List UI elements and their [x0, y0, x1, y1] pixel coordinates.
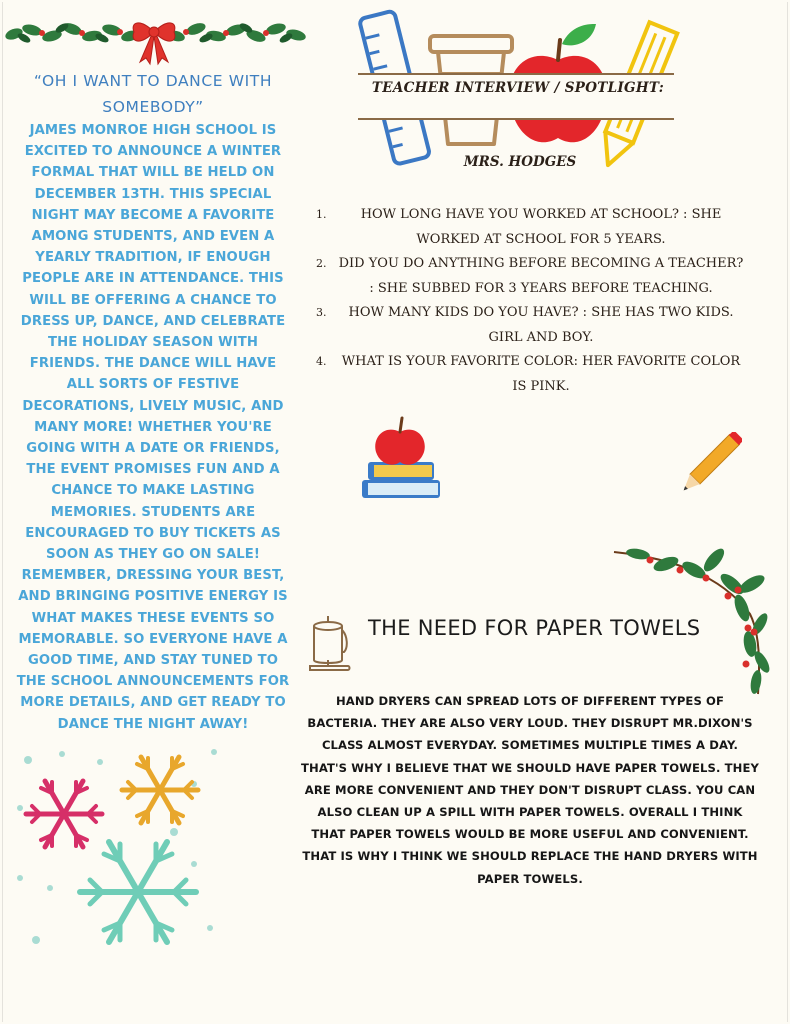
dance-article [14, 68, 292, 735]
interview-list [316, 203, 744, 399]
pencil-icon [672, 432, 742, 502]
item-number: 1. [316, 208, 327, 221]
item-number: 3. [316, 306, 327, 319]
item-text: WHAT IS YOUR FAVORITE COLOR: HER FAVORITE COLOR IS PINK. [341, 354, 741, 394]
interview-item [316, 301, 744, 350]
apple-on-books-icon [358, 414, 444, 504]
item-number: 2. [316, 257, 327, 270]
item-number: 4. [316, 355, 327, 368]
teacher-name: MRS. HODGES [463, 154, 577, 170]
item-text: DID YOU DO ANYTHING BEFORE BECOMING A TEACHER? : SHE SUBBED FOR 3 YEARS BEFORE TEACHING. [338, 256, 744, 296]
item-text: HOW MANY KIDS DO YOU HAVE? : SHE HAS TWO KIDS. GIRL AND BOY. [348, 305, 734, 345]
dance-article-title: “OH I WANT TO DANCE WITH SOMEBODY” [33, 72, 273, 116]
interview-item [316, 252, 744, 301]
item-text: HOW LONG HAVE YOU WORKED AT SCHOOL? : SHE WORKED AT SCHOOL FOR 5 YEARS. [360, 207, 722, 247]
interview-item [316, 350, 744, 399]
paper-towels-body: HAND DRYERS CAN SPREAD LOTS OF DIFFERENT TYPES OF BACTERIA. THEY ARE ALSO VERY LOUD. THEY DISRUPT MR.DIXON'S CLASS ALMOST EVERYDAY. SOMETIMES MULTIPLE TIMES A DAY. THAT'S WHY I BELIEVE THAT WE SHOULD HAVE PAPER TOWELS. THEY ARE MORE CONVENIENT AND THEY DON'T DISRUPT CLASS. YOU CAN ALSO CLEAN UP A SPILL WITH PAPER TOWELS. OVERALL I THINK THAT PAPER TOWELS WOULD BE MORE USEFUL AND CONVENIENT. THAT IS WHY I THINK WE SHOULD REPLACE THE HAND DRYERS WITH PAPER TOWELS. [301, 694, 759, 886]
holly-garland-bow-icon [4, 10, 310, 66]
dance-article-body: JAMES MONROE HIGH SCHOOL IS EXCITED TO ANNOUNCE A WINTER FORMAL THAT WILL BE HELD ON DECEMBER 13TH. THIS SPECIAL NIGHT MAY BECOME A FAVORITE AMONG STUDENTS, AND EVEN A YEARLY TRADITION, IF ENOUGH PEOPLE ARE IN ATTENDANCE. THIS WILL BE OFFERING A CHANCE TO DRESS UP, DANCE, AND CELEBRATE THE HOLIDAY SEASON WITH FRIENDS. THE DANCE WILL HAVE ALL SORTS OF FESTIVE DECORATIONS, LIVELY MUSIC, AND MANY MORE! WHETHER YOU'RE GOING WITH A DATE OR FRIENDS, THE EVENT PROMISES FUN AND A CHANCE TO MAKE LASTING MEMORIES. STUDENTS ARE ENCOURAGED TO BUY TICKETS AS SOON AS THEY GO ON SALE! REMEMBER, DRESSING YOUR BEST, AND BRINGING POSITIVE ENERGY IS WHAT MAKES THESE EVENTS SO MEMORABLE. SO EVERYONE HAVE A GOOD TIME, AND STAY TUNED TO THE SCHOOL ANNOUNCEMENTS FOR MORE DETAILS, AND GET READY TO DANCE THE NIGHT AWAY! [16, 123, 290, 732]
snowflakes-icon [14, 748, 224, 958]
paper-towels-heading: THE NEED FOR PAPER TOWELS [368, 616, 701, 640]
paper-towel-roll-icon [308, 614, 354, 676]
spotlight-heading: TEACHER INTERVIEW / SPOTLIGHT: [371, 80, 665, 96]
interview-item [316, 203, 744, 252]
